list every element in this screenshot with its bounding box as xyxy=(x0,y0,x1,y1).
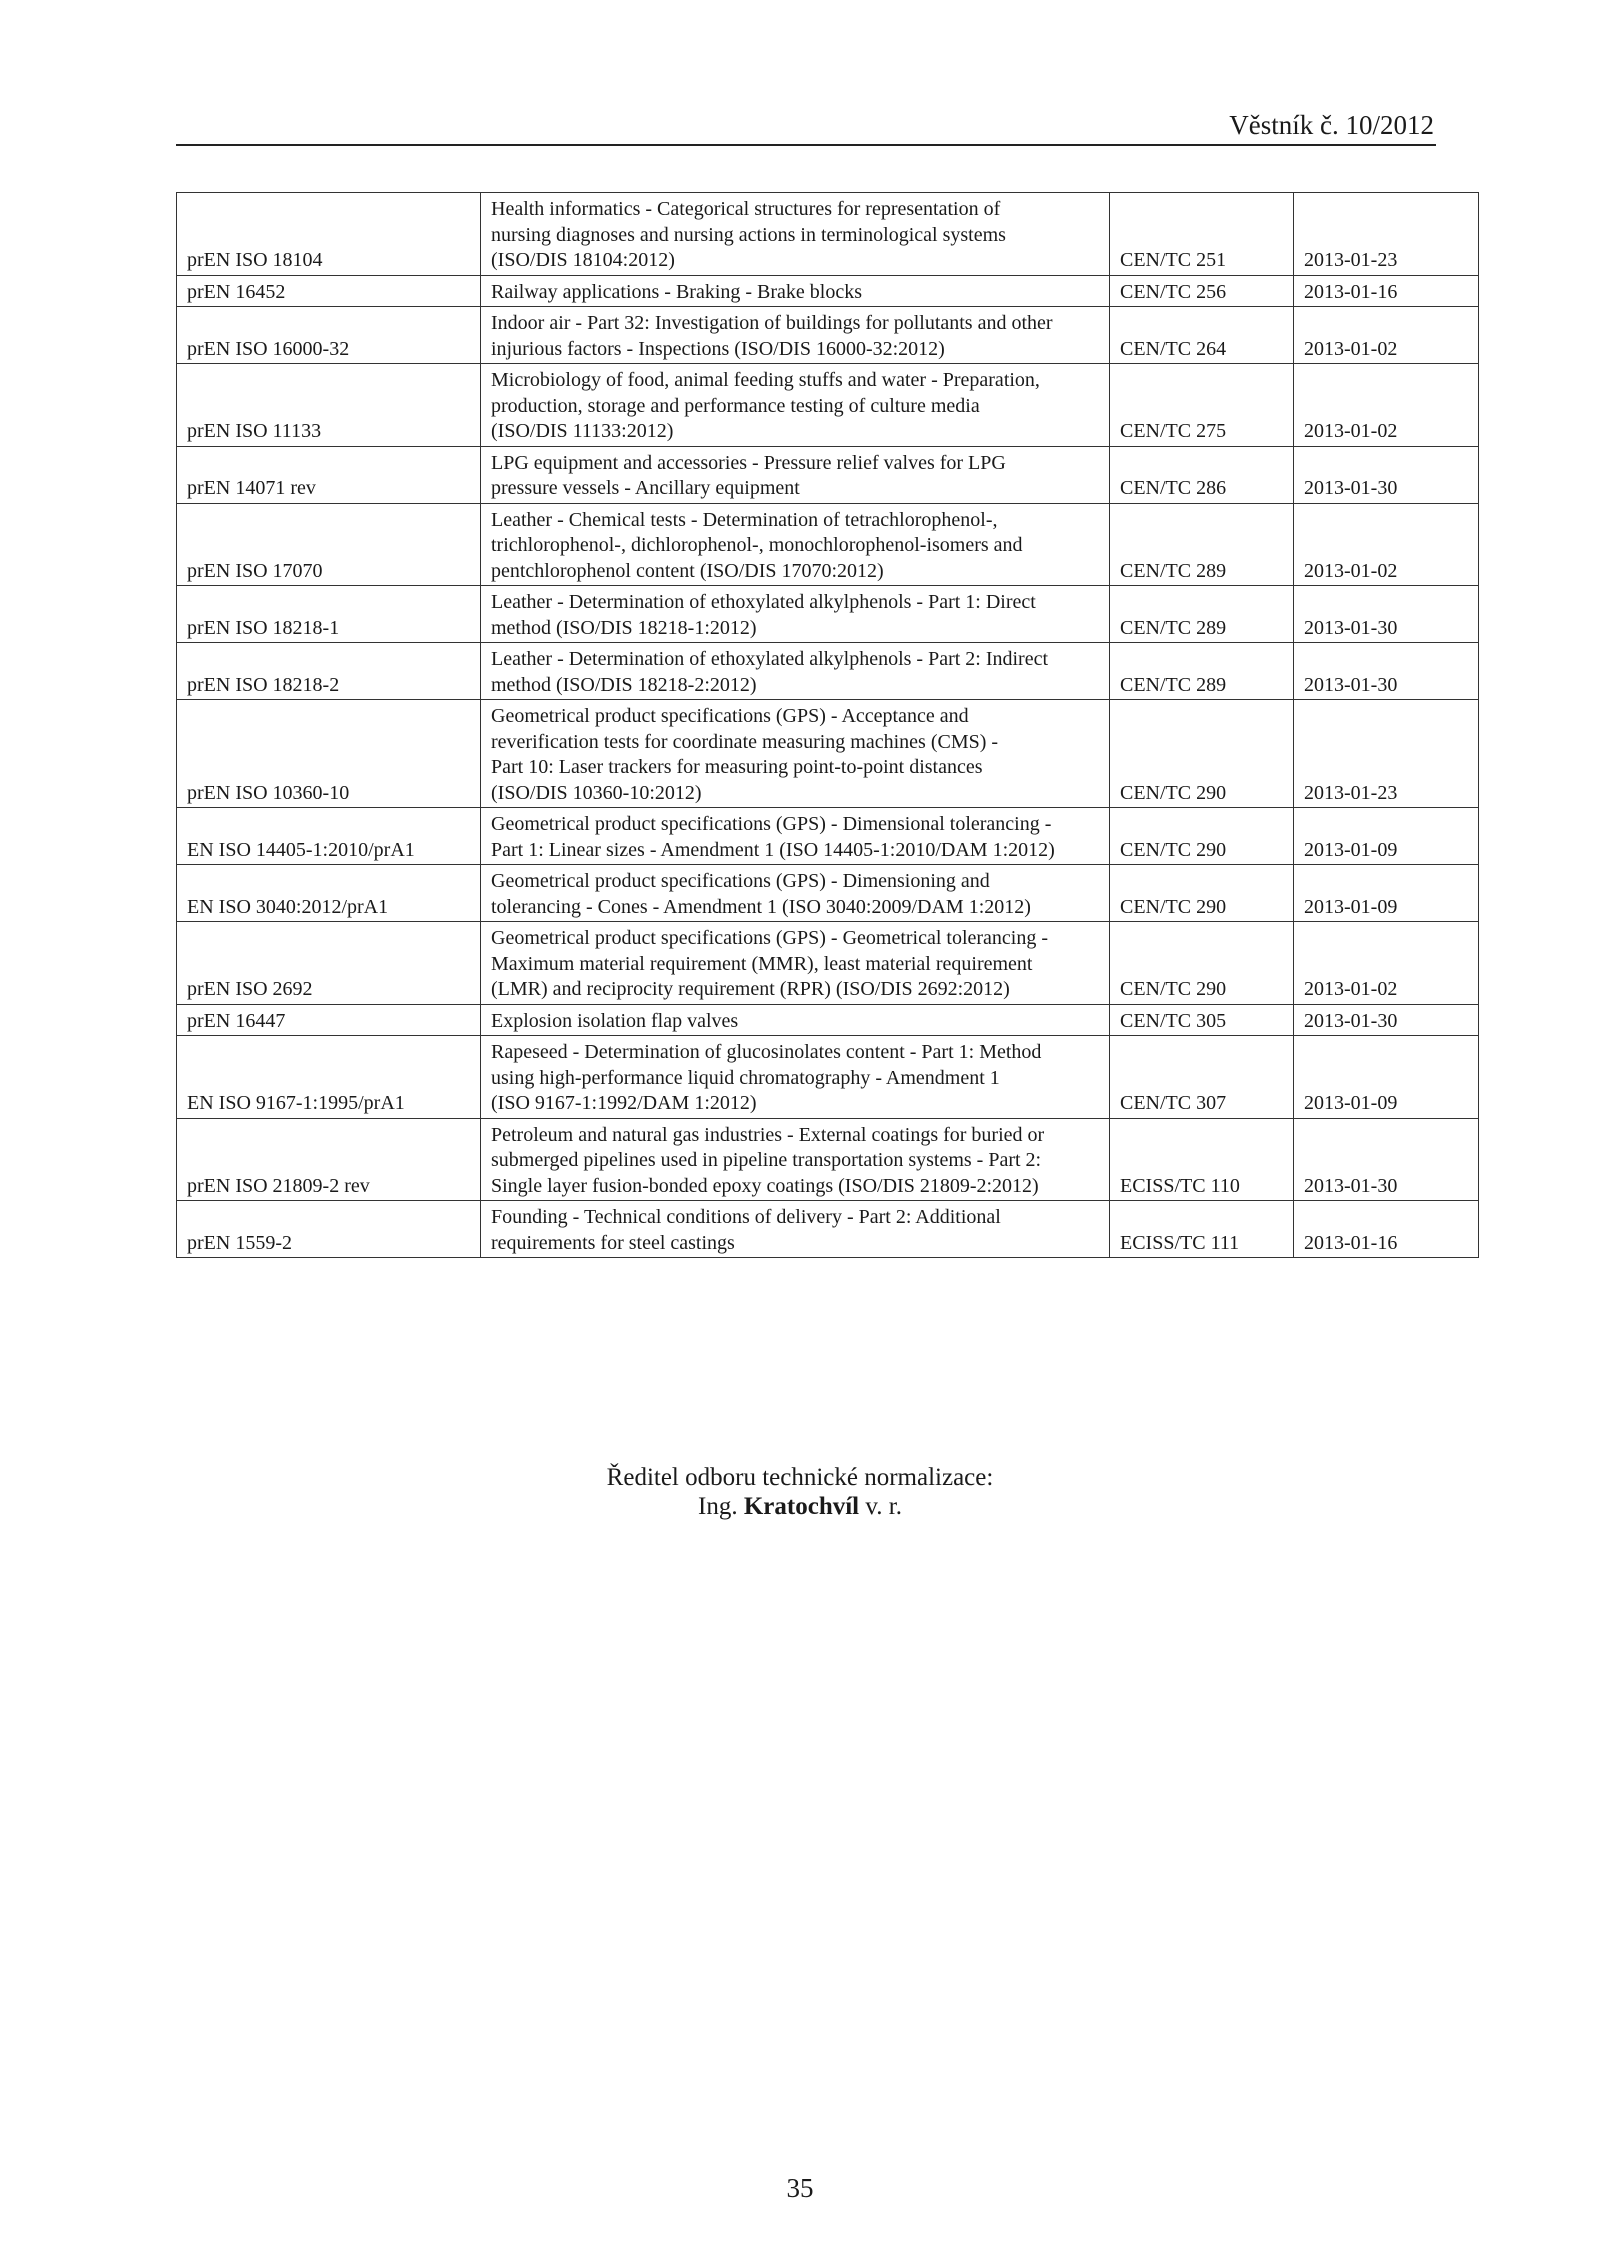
table-row xyxy=(177,1036,1479,1119)
journal-issue-title: Věstník č. 10/2012 xyxy=(1229,110,1434,140)
table-row xyxy=(177,1118,1479,1201)
standard-title-cell: Rapeseed - Determination of glucosinolates content - Part 1: Method using high-performance liquid chromatography - Amendment 1 (ISO 9167-1:1992/DAM 1:2012) xyxy=(481,1036,1110,1119)
date-cell: 2013-01-09 xyxy=(1294,865,1479,922)
standard-title-cell: Founding - Technical conditions of delivery - Part 2: Additional requirements for steel castings xyxy=(481,1201,1110,1258)
table-row xyxy=(177,1004,1479,1036)
committee-cell: CEN/TC 256 xyxy=(1110,275,1294,307)
table-row xyxy=(177,1201,1479,1258)
standard-code-cell: EN ISO 9167-1:1995/prA1 xyxy=(177,1036,481,1119)
standard-title-cell: Explosion isolation flap valves xyxy=(481,1004,1110,1036)
standard-title-cell: Health informatics - Categorical structures for representation of nursing diagnoses and nursing actions in terminological systems (ISO/DIS 18104:2012) xyxy=(481,193,1110,276)
standard-title-cell: Microbiology of food, animal feeding stuffs and water - Preparation, production, storage and performance testing of culture media (ISO/DIS 11133:2012) xyxy=(481,364,1110,447)
standard-code-cell: prEN 16452 xyxy=(177,275,481,307)
standard-code-cell: prEN ISO 21809-2 rev xyxy=(177,1118,481,1201)
signature-name: Kratochvíl xyxy=(743,1493,860,1520)
standard-title-cell: Leather - Chemical tests - Determination of tetrachlorophenol-, trichlorophenol-, dichlorophenol-, monochlorophenol-isomers and pentchlorophenol content (ISO/DIS 17070:2012) xyxy=(481,503,1110,586)
committee-cell: CEN/TC 289 xyxy=(1110,586,1294,643)
standard-title-cell: Geometrical product specifications (GPS) - Dimensional tolerancing - Part 1: Linear sizes - Amendment 1 (ISO 14405-1:2010/DAM 1:2012) xyxy=(481,808,1110,865)
standard-title-cell: Geometrical product specifications (GPS) - Acceptance and reverification tests for coordinate measuring machines (CMS) - Part 10: Laser trackers for measuring point-to-point distances (ISO/DIS 10360-10:2012) xyxy=(481,700,1110,808)
standard-code-cell: prEN ISO 18104 xyxy=(177,193,481,276)
standard-code-cell: prEN ISO 18218-1 xyxy=(177,586,481,643)
committee-cell: CEN/TC 305 xyxy=(1110,1004,1294,1036)
page-number: 35 xyxy=(786,2173,814,2203)
committee-cell: ECISS/TC 111 xyxy=(1110,1201,1294,1258)
date-cell: 2013-01-02 xyxy=(1294,364,1479,447)
table-row xyxy=(177,700,1479,808)
standards-table-body xyxy=(177,193,1479,1258)
date-cell: 2013-01-09 xyxy=(1294,808,1479,865)
standard-code-cell: EN ISO 3040:2012/prA1 xyxy=(177,865,481,922)
date-cell: 2013-01-30 xyxy=(1294,643,1479,700)
committee-cell: CEN/TC 286 xyxy=(1110,446,1294,503)
standard-title-cell: Indoor air - Part 32: Investigation of buildings for pollutants and other injurious factors - Inspections (ISO/DIS 16000-32:2012) xyxy=(481,307,1110,364)
signature-prefix: Ing. xyxy=(698,1493,738,1520)
committee-cell: CEN/TC 290 xyxy=(1110,922,1294,1005)
table-row xyxy=(177,193,1479,276)
date-cell: 2013-01-16 xyxy=(1294,1201,1479,1258)
table-row xyxy=(177,922,1479,1005)
committee-cell: CEN/TC 289 xyxy=(1110,503,1294,586)
standard-title-cell: Railway applications - Braking - Brake blocks xyxy=(481,275,1110,307)
committee-cell: CEN/TC 289 xyxy=(1110,643,1294,700)
date-cell: 2013-01-30 xyxy=(1294,446,1479,503)
standard-title-cell: Leather - Determination of ethoxylated alkylphenols - Part 1: Direct method (ISO/DIS 18218-1:2012) xyxy=(481,586,1110,643)
standard-code-cell: prEN ISO 11133 xyxy=(177,364,481,447)
committee-cell: CEN/TC 264 xyxy=(1110,307,1294,364)
signature-suffix: v. r. xyxy=(865,1493,902,1520)
date-cell: 2013-01-23 xyxy=(1294,193,1479,276)
standard-code-cell: prEN 1559-2 xyxy=(177,1201,481,1258)
signature-role: Ředitel odboru technické normalizace: xyxy=(606,1464,994,1491)
table-row xyxy=(177,307,1479,364)
signature-block xyxy=(0,1463,1600,1521)
table-row xyxy=(177,446,1479,503)
date-cell: 2013-01-02 xyxy=(1294,307,1479,364)
table-row xyxy=(177,364,1479,447)
table-row xyxy=(177,865,1479,922)
standard-code-cell: prEN ISO 2692 xyxy=(177,922,481,1005)
table-row xyxy=(177,643,1479,700)
standard-title-cell: Geometrical product specifications (GPS) - Dimensioning and tolerancing - Cones - Amendment 1 (ISO 3040:2009/DAM 1:2012) xyxy=(481,865,1110,922)
standard-code-cell: prEN ISO 17070 xyxy=(177,503,481,586)
standard-title-cell: Leather - Determination of ethoxylated alkylphenols - Part 2: Indirect method (ISO/DIS 18218-2:2012) xyxy=(481,643,1110,700)
committee-cell: CEN/TC 251 xyxy=(1110,193,1294,276)
standard-code-cell: prEN ISO 18218-2 xyxy=(177,643,481,700)
page-header xyxy=(176,108,1436,146)
committee-cell: CEN/TC 290 xyxy=(1110,865,1294,922)
standard-code-cell: EN ISO 14405-1:2010/prA1 xyxy=(177,808,481,865)
standards-table xyxy=(176,192,1479,1258)
committee-cell: CEN/TC 290 xyxy=(1110,808,1294,865)
date-cell: 2013-01-02 xyxy=(1294,922,1479,1005)
standard-code-cell: prEN 16447 xyxy=(177,1004,481,1036)
date-cell: 2013-01-23 xyxy=(1294,700,1479,808)
standard-title-cell: LPG equipment and accessories - Pressure relief valves for LPG pressure vessels - Ancillary equipment xyxy=(481,446,1110,503)
committee-cell: CEN/TC 275 xyxy=(1110,364,1294,447)
committee-cell: CEN/TC 307 xyxy=(1110,1036,1294,1119)
table-row xyxy=(177,503,1479,586)
table-row xyxy=(177,275,1479,307)
date-cell: 2013-01-16 xyxy=(1294,275,1479,307)
standard-code-cell: prEN ISO 16000-32 xyxy=(177,307,481,364)
signature-person xyxy=(0,1492,1600,1521)
date-cell: 2013-01-30 xyxy=(1294,1118,1479,1201)
standard-title-cell: Geometrical product specifications (GPS) - Geometrical tolerancing - Maximum material requirement (MMR), least material requirement (LMR) and reciprocity requirement (RPR) (ISO/DIS 2692:2012) xyxy=(481,922,1110,1005)
date-cell: 2013-01-02 xyxy=(1294,503,1479,586)
committee-cell: CEN/TC 290 xyxy=(1110,700,1294,808)
standard-title-cell: Petroleum and natural gas industries - External coatings for buried or submerged pipelines used in pipeline transportation systems - Part 2: Single layer fusion-bonded epoxy coatings (ISO/DIS 21809-2:2012) xyxy=(481,1118,1110,1201)
standard-code-cell: prEN ISO 10360-10 xyxy=(177,700,481,808)
standard-code-cell: prEN 14071 rev xyxy=(177,446,481,503)
date-cell: 2013-01-30 xyxy=(1294,1004,1479,1036)
date-cell: 2013-01-30 xyxy=(1294,586,1479,643)
table-row xyxy=(177,808,1479,865)
table-row xyxy=(177,586,1479,643)
date-cell: 2013-01-09 xyxy=(1294,1036,1479,1119)
committee-cell: ECISS/TC 110 xyxy=(1110,1118,1294,1201)
